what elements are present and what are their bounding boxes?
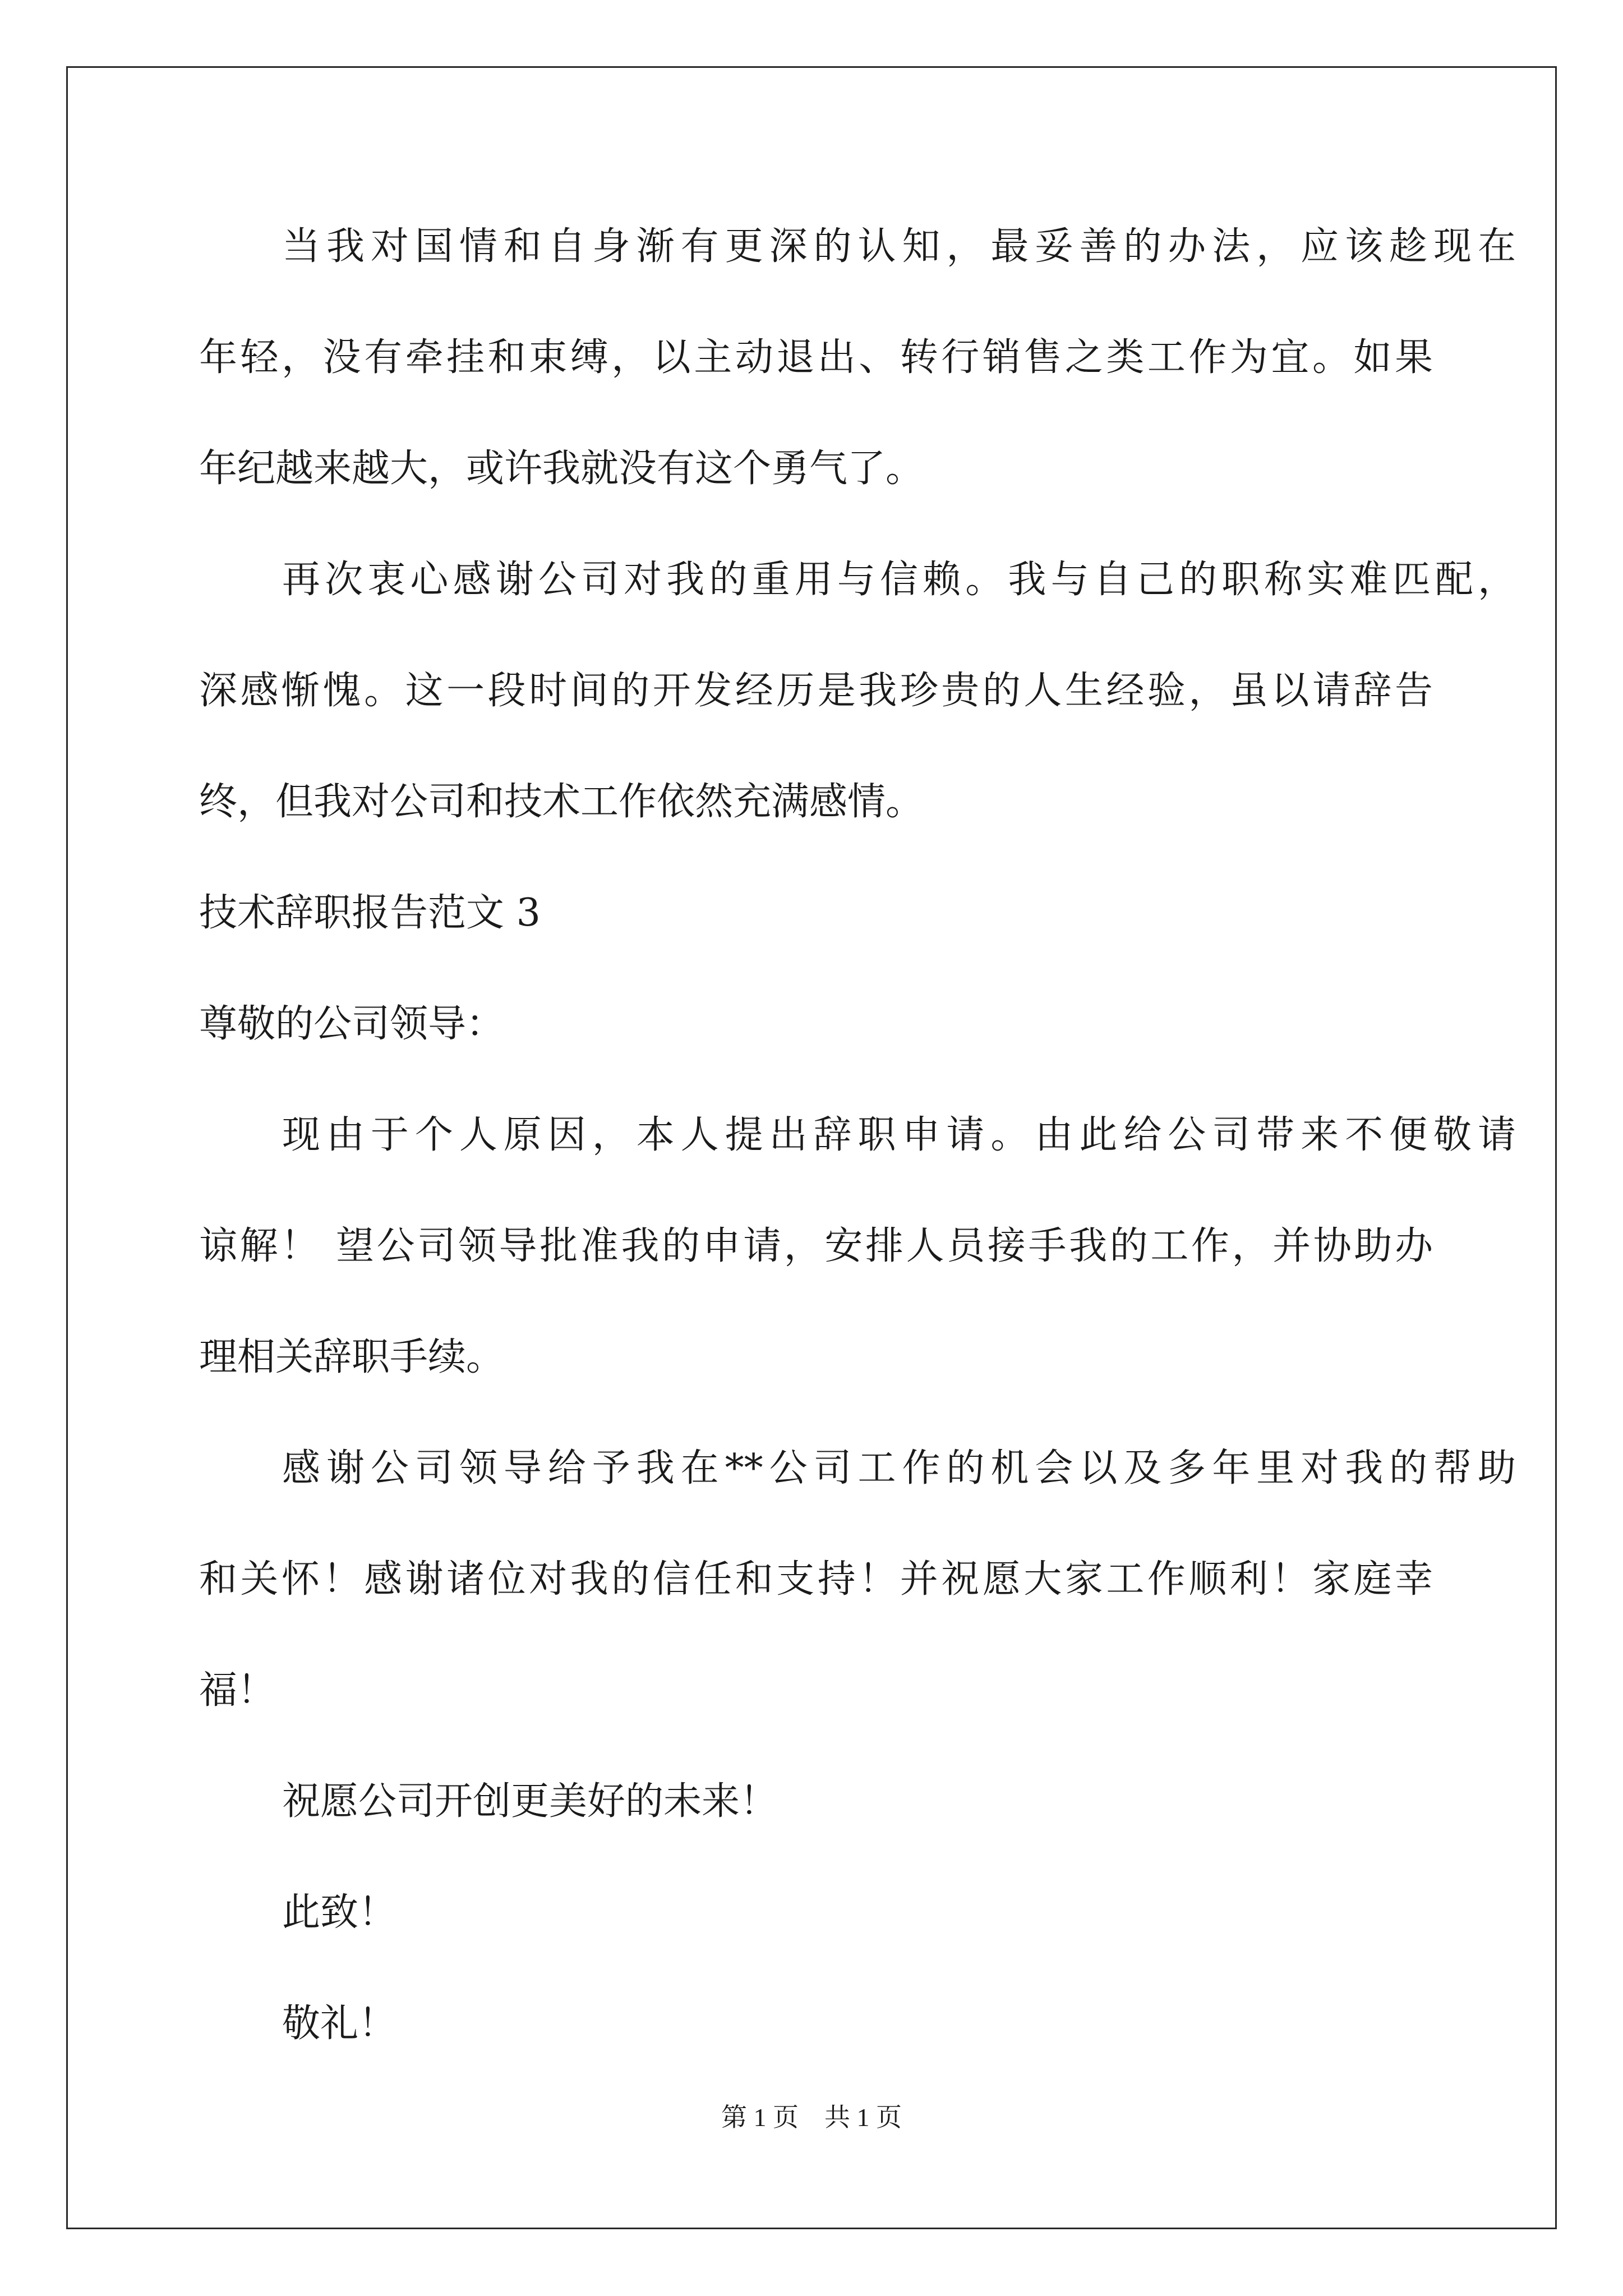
page-total: 共 1 页 <box>824 2103 902 2132</box>
paragraph-line: 和关怀！感谢诸位对我的信任和支持！并祝愿大家工作顺利！家庭幸 <box>199 1557 1433 1602</box>
paragraph-line: 深感惭愧。这一段时间的开发经历是我珍贵的人生经验，虽以请辞告 <box>199 669 1433 713</box>
paragraph-line: 理相关辞职手续。 <box>199 1335 505 1379</box>
closing-wish: 祝愿公司开创更美好的未来！ <box>282 1779 778 1824</box>
paragraph-line: 年轻，没有牵挂和束缚，以主动退出、转行销售之类工作为宜。如果 <box>199 335 1433 380</box>
page-footer <box>0 2101 1623 2134</box>
paragraph-line: 终，但我对公司和技术工作依然充满感情。 <box>199 780 924 824</box>
paragraph-line: 谅解！ 望公司领导批准我的申请，安排人员接手我的工作，并协助办 <box>199 1224 1433 1268</box>
document-body <box>199 219 1516 2052</box>
closing-salute: 敬礼！ <box>282 2001 397 2046</box>
paragraph-line: 福！ <box>199 1668 276 1713</box>
salutation: 尊敬的公司领导： <box>199 1002 505 1046</box>
section-heading: 技术辞职报告范文 3 <box>199 891 541 935</box>
paragraph-line: 感谢公司领导给予我在**公司工作的机会以及多年里对我的帮助 <box>282 1446 1516 1490</box>
paragraph-line: 再次衷心感谢公司对我的重用与信赖。我与自己的职称实难匹配， <box>282 558 1516 602</box>
paragraph-line: 现由于个人原因，本人提出辞职申请。由此给公司带来不便敬请 <box>282 1113 1516 1157</box>
page-number: 第 1 页 <box>721 2103 799 2132</box>
paragraph-line: 年纪越来越大，或许我就没有这个勇气了。 <box>199 447 924 491</box>
paragraph-line: 当我对国情和自身渐有更深的认知，最妥善的办法，应该趁现在 <box>282 224 1516 269</box>
closing-regards: 此致！ <box>282 1890 397 1935</box>
